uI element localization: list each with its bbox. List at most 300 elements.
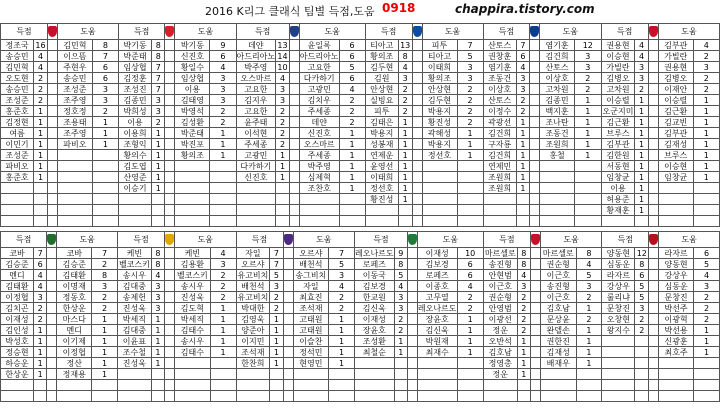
assist-count: 3 [693, 281, 719, 292]
assist-player-name [175, 161, 210, 172]
goal-scorer-name: 박용지 [365, 128, 398, 139]
assist-count [693, 194, 719, 205]
goal-count [34, 216, 48, 227]
assist-count: 1 [329, 347, 355, 358]
assist-count: 1 [339, 139, 365, 150]
goal-scorer-name: 이석현 [236, 128, 276, 139]
goal-scorer-name: 연제민 [483, 161, 516, 172]
goal-count: 16 [35, 40, 46, 50]
goal-count: 2 [270, 303, 283, 314]
assist-player-name: 김신욱 [417, 325, 457, 336]
assist-player-name: 다카하기 [299, 73, 339, 84]
goal-count: 1 [394, 347, 407, 358]
goal-count [34, 391, 47, 402]
assist-count: 1 [575, 128, 602, 139]
assist-count [92, 183, 118, 194]
assist-player-name: 주세종 [299, 150, 339, 161]
date-code: 0918 [382, 1, 416, 15]
assist-count [575, 172, 602, 183]
spacer-cell [648, 128, 658, 139]
spacer-cell [47, 205, 57, 216]
goal-scorer-name: 박세직 [118, 314, 152, 325]
club-crest-icon [530, 26, 539, 37]
spacer-cell [530, 84, 540, 95]
goal-count: 6 [635, 270, 649, 281]
goal-scorer-name [602, 369, 635, 380]
assist-player-name: 장윤호 [417, 314, 457, 325]
assist-player-name [175, 205, 210, 216]
spacer-cell [649, 314, 659, 325]
assist-player-name: 안상현 [422, 84, 457, 95]
assist-count: 1 [92, 117, 118, 128]
goal-scorer-name: 코바 [1, 248, 34, 259]
spacer-cell [649, 358, 659, 369]
assist-player-name: 신진호 [299, 128, 339, 139]
spacer-cell [407, 380, 417, 391]
goal-scorer-name: 유고비치 [237, 270, 269, 280]
assist-count [457, 391, 483, 402]
spacer-cell [165, 117, 175, 128]
goal-count: 3 [398, 73, 412, 84]
goal-count: 1 [152, 139, 165, 150]
goal-scorer-name: 왕지수 [602, 325, 635, 336]
goal-scorer-name: 김원 [365, 73, 398, 84]
goal-scorer-name: 이태희 [365, 172, 398, 183]
team-emblem [530, 24, 540, 40]
spacer-cell [649, 391, 659, 402]
goal-scorer-name: 정조국 [1, 40, 34, 51]
goal-count: 7 [34, 248, 47, 259]
assist-player-name: 이종호 [417, 281, 457, 292]
goal-scorer-name: 브루스 [601, 128, 635, 139]
assist-player-name: 김태영 [175, 95, 210, 106]
assist-player-name: 브루스 [658, 150, 693, 161]
spacer-cell [165, 358, 175, 369]
table-row [1, 292, 720, 303]
goal-scorer-name: 오스마르 [236, 73, 276, 84]
assist-player-name: 마스다 [57, 314, 92, 325]
spacer-cell [530, 150, 540, 161]
assist-count: 2 [693, 84, 719, 95]
assist-count: 2 [339, 106, 365, 117]
spacer-cell [283, 325, 293, 336]
assist-player-name: 박주영 [299, 161, 339, 172]
assist-count: 12 [575, 40, 602, 51]
spacer-cell [412, 128, 422, 139]
goal-count: 2 [34, 95, 48, 106]
goal-count: 1 [398, 183, 412, 194]
goal-count: 4 [34, 62, 48, 73]
goal-scorer-name: 유고비치 [237, 292, 269, 302]
spacer-cell [648, 117, 658, 128]
assist-count: 1 [210, 314, 236, 325]
spacer-cell [165, 106, 175, 117]
spacer-cell [289, 161, 299, 172]
goal-scorer-name: 박성호 [1, 336, 34, 347]
spacer-cell [412, 95, 422, 106]
spacer-cell [530, 347, 540, 358]
club-crest-icon [413, 26, 422, 37]
assist-count: 1 [457, 128, 483, 139]
spacer-cell [407, 347, 417, 358]
goal-scorer-name: 데얀 [236, 40, 276, 51]
spacer-cell [47, 347, 57, 358]
goal-count [398, 216, 412, 227]
goal-count: 2 [34, 303, 47, 314]
goal-scorer-name: 송승민 [1, 51, 34, 62]
assist-count: 8 [92, 40, 118, 51]
assist-player-name [417, 391, 457, 402]
assist-count: 2 [210, 270, 236, 281]
table-row [1, 128, 720, 139]
table-row [1, 84, 720, 95]
assist-player-name: 박선용 [659, 325, 694, 336]
goal-scorer-name: 산영준 [118, 172, 151, 183]
goal-scorer-name: 김부관 [601, 139, 635, 150]
assist-player-name [175, 358, 211, 369]
goal-count: 2 [34, 84, 48, 95]
goal-scorer-name: 진성욱 [118, 303, 152, 314]
assist-player-name: 마르셀로 [540, 248, 576, 259]
assist-player-name: 신광훈 [659, 336, 694, 347]
club-crest-icon [165, 234, 174, 245]
goal-scorer-name: 이재성 [355, 314, 395, 325]
goal-scorer-name [602, 391, 635, 402]
goal-scorer-name [365, 205, 398, 216]
assist-count: 2 [210, 281, 236, 292]
assist-player-name [175, 216, 210, 227]
assist-count: 2 [575, 73, 602, 84]
goal-count [635, 391, 649, 402]
goal-scorer-name: 송승민 [1, 84, 34, 95]
table-row [1, 139, 720, 150]
spacer-cell [47, 117, 57, 128]
assist-player-name: 가빌란 [658, 51, 693, 62]
goal-count: 1 [34, 150, 48, 161]
assist-player-name: 조나탄 [540, 117, 575, 128]
assist-count: 1 [457, 336, 483, 347]
assist-player-name: 산토스 [540, 62, 575, 73]
goal-scorer-name: 조성진 [118, 84, 151, 95]
assist-count: 1 [210, 325, 236, 336]
goal-count [635, 369, 649, 380]
assist-count: 4 [693, 270, 719, 281]
table-row [1, 205, 720, 216]
goal-count: 8 [151, 259, 164, 270]
assist-player-name: 박준태 [175, 128, 210, 139]
assist-player-name [175, 391, 211, 402]
assist-player-name: 김병오 [658, 73, 693, 84]
goal-scorer-name: 김대중 [118, 325, 152, 336]
spacer-cell [649, 259, 659, 270]
assist-player-name: 이재성 [417, 248, 457, 259]
goal-scorer-name: 아드리아노 [236, 51, 276, 61]
goal-count [34, 205, 48, 216]
goal-scorer-name: 정영총 [483, 358, 517, 369]
spacer-cell [165, 325, 175, 336]
assist-count: 6 [210, 51, 236, 62]
club-crest-icon [47, 234, 56, 245]
goal-count: 1 [270, 325, 283, 336]
goal-count [517, 380, 530, 391]
goal-count: 8 [398, 51, 412, 62]
goal-count [276, 183, 290, 194]
assist-count [576, 380, 602, 391]
spacer-cell [47, 194, 57, 205]
goal-count: 4 [151, 270, 164, 281]
spacer-cell [165, 380, 175, 391]
goal-scorer-name: 양준아 [236, 325, 270, 336]
assist-count [92, 216, 118, 227]
goal-scorer-name: 김근환 [601, 117, 635, 128]
team-emblem [649, 232, 659, 248]
assist-player-name [417, 369, 457, 380]
table-row [1, 161, 720, 172]
goal-scorer-name: 김한원 [601, 150, 635, 161]
goal-scorer-name [483, 391, 517, 402]
assist-player-name: 이슬찬 [293, 336, 329, 347]
goal-scorer-name: 박대한 [236, 303, 270, 314]
spacer-cell [289, 194, 299, 205]
goal-scorer-name: 오창현 [602, 314, 635, 325]
goal-scorer-name: 조원희 [483, 183, 516, 194]
goal-scorer-name: 염기훈 [483, 62, 516, 73]
table-row [1, 183, 720, 194]
spacer-cell [648, 205, 658, 216]
spacer-cell [47, 358, 57, 369]
goal-count: 4 [276, 73, 290, 84]
goal-count: 4 [516, 62, 529, 73]
goal-scorer-name: 박기동 [118, 40, 151, 51]
table-row [1, 325, 720, 336]
assist-count [92, 194, 118, 205]
assist-count [92, 172, 118, 183]
goal-count: 5 [270, 270, 283, 281]
spacer-cell [165, 150, 175, 161]
goal-scorer-name [118, 205, 151, 216]
assist-count: 1 [576, 358, 602, 369]
assist-count [693, 380, 719, 391]
table-row [1, 358, 720, 369]
goal-count: 1 [152, 150, 165, 161]
assist-player-name: 윤일록 [299, 40, 339, 51]
assist-player-name [57, 150, 92, 161]
goal-scorer-name: 문창진 [602, 303, 635, 314]
goal-count [151, 380, 164, 391]
assist-count: 4 [693, 40, 719, 51]
goal-count: 2 [398, 106, 412, 117]
assists-header: 도움 [175, 232, 236, 248]
goal-scorer-name [1, 183, 34, 194]
goal-scorer-name: 오반석 [483, 336, 517, 347]
assist-player-name: 송승민 [57, 73, 92, 84]
spacer-cell [289, 73, 299, 84]
goal-scorer-name: 양동현 [602, 248, 635, 259]
assist-player-name: 조주영 [57, 95, 92, 106]
spacer-cell [283, 358, 293, 369]
assist-player-name [658, 183, 693, 194]
goal-scorer-name: 한찬희 [236, 358, 270, 369]
spacer-cell [530, 292, 540, 303]
spacer-cell [407, 292, 417, 303]
spacer-cell [283, 391, 293, 402]
goal-scorer-name [118, 369, 152, 380]
goal-scorer-name [1, 380, 34, 391]
spacer-cell [412, 62, 422, 73]
goal-scorer-name: 김건희 [483, 128, 516, 139]
spacer-cell [530, 62, 540, 73]
assist-count [329, 391, 355, 402]
goal-scorer-name [1, 391, 34, 402]
goal-scorer-name: 박주영 [236, 62, 276, 73]
goal-scorer-name: 송시우 [118, 270, 152, 281]
table-row [1, 216, 720, 227]
goal-count: 2 [34, 73, 48, 84]
goal-count: 1 [635, 117, 648, 128]
assist-player-name: 이태희 [422, 62, 457, 73]
assist-count: 2 [693, 292, 719, 303]
team-emblem [283, 232, 293, 248]
goal-count [270, 391, 283, 402]
goal-count: 1 [152, 161, 165, 172]
assist-player-name: 로페즈 [417, 270, 457, 281]
spacer-cell [530, 325, 540, 336]
assist-count: 1 [693, 106, 719, 117]
goal-scorer-name: 오도현 [1, 73, 34, 84]
goal-count: 1 [635, 150, 648, 161]
assist-player-name [422, 216, 457, 227]
assist-player-name [175, 172, 210, 183]
assist-player-name [57, 380, 92, 391]
assist-player-name [540, 380, 576, 391]
goal-count: 7 [152, 62, 165, 73]
table-row [1, 281, 720, 292]
spacer-cell [289, 183, 299, 194]
goal-scorer-name [118, 194, 151, 205]
goal-count: 3 [152, 95, 165, 106]
goal-count: 3 [394, 292, 407, 303]
goal-count: 1 [398, 139, 412, 150]
goals-header: 득점 [236, 232, 283, 248]
goal-count: 1 [270, 336, 283, 347]
assist-player-name: 김건희 [540, 51, 575, 62]
table-row [1, 303, 720, 314]
spacer-cell [165, 259, 175, 270]
assist-player-name: 김근환 [658, 106, 693, 117]
assist-player-name [175, 369, 211, 380]
assist-player-name [422, 194, 457, 205]
spacer-cell [289, 117, 299, 128]
spacer-cell [530, 106, 540, 117]
goal-count: 1 [34, 161, 48, 172]
assist-player-name [540, 161, 575, 172]
assist-count: 3 [92, 281, 118, 292]
assist-count: 1 [457, 314, 483, 325]
assist-count: 2 [329, 292, 355, 303]
goal-count: 1 [398, 128, 412, 139]
spacer-cell [47, 314, 57, 325]
goal-scorer-name: 김치곤 [1, 303, 34, 314]
assist-count [457, 369, 483, 380]
assist-count: 3 [457, 62, 483, 73]
spacer-cell [165, 347, 175, 358]
goal-count: 2 [276, 128, 290, 139]
team-emblem [289, 24, 299, 40]
spacer-cell [412, 150, 422, 161]
goal-count: 3 [635, 303, 649, 314]
assist-count: 1 [329, 336, 355, 347]
assist-player-name: 박세직 [175, 314, 211, 325]
goal-count: 2 [517, 303, 530, 314]
goal-count [34, 380, 47, 391]
goal-count: 1 [635, 139, 648, 150]
spacer-cell [289, 62, 299, 73]
spacer-cell [530, 216, 540, 227]
spacer-cell [283, 281, 293, 292]
assist-player-name [57, 205, 92, 216]
assist-count: 2 [339, 117, 365, 128]
assist-player-name: 박용지 [422, 139, 457, 150]
assist-player-name: 송시우 [175, 336, 211, 347]
assists-header: 도움 [540, 24, 602, 40]
assist-player-name [540, 205, 575, 216]
assist-count: 1 [92, 139, 118, 150]
spacer-cell [289, 205, 299, 216]
assist-count: 7 [92, 248, 118, 259]
goal-scorer-name [365, 216, 398, 227]
goal-scorer-name: 고요한 [236, 84, 276, 95]
goals-header: 득점 [236, 24, 289, 40]
goal-scorer-name: 이민기 [1, 139, 34, 150]
assist-count [457, 161, 483, 172]
spacer-cell [165, 139, 175, 150]
assist-player-name [57, 194, 92, 205]
assist-player-name: 피투 [422, 40, 457, 51]
goal-scorer-name: 박준태 [118, 51, 151, 62]
goal-scorer-name: 산토스 [483, 40, 516, 51]
goals-header: 득점 [118, 232, 165, 248]
spacer-cell [289, 95, 299, 106]
goal-count: 3 [152, 106, 165, 117]
goal-count: 3 [635, 62, 648, 73]
goal-count: 1 [635, 183, 648, 194]
assist-player-name: 이상호 [540, 73, 575, 84]
assist-player-name: 레오나르도 [417, 303, 457, 313]
table-row [1, 51, 720, 62]
goal-count: 7 [152, 84, 165, 95]
assist-player-name: 이광혁 [659, 314, 694, 325]
goal-scorer-name [236, 216, 276, 227]
bottom-stats-table [0, 231, 720, 402]
assist-count: 1 [693, 150, 719, 161]
assist-player-name: 이기제 [57, 336, 92, 347]
goal-scorer-name: 주세종 [236, 139, 276, 150]
assist-player-name [659, 380, 694, 391]
goal-count [635, 380, 649, 391]
goal-count: 3 [276, 84, 290, 95]
header-row [1, 24, 720, 40]
spacer-cell [649, 270, 659, 281]
goal-count: 3 [276, 95, 290, 106]
goal-count: 1 [276, 172, 290, 183]
goal-scorer-name: 진성욱 [118, 358, 152, 369]
assists-header: 도움 [422, 24, 483, 40]
assist-count [457, 183, 483, 194]
goal-count: 1 [635, 194, 648, 205]
assist-player-name: 고요한 [299, 62, 339, 73]
goal-count: 1 [34, 172, 48, 183]
assist-player-name: 데얀 [299, 117, 339, 128]
